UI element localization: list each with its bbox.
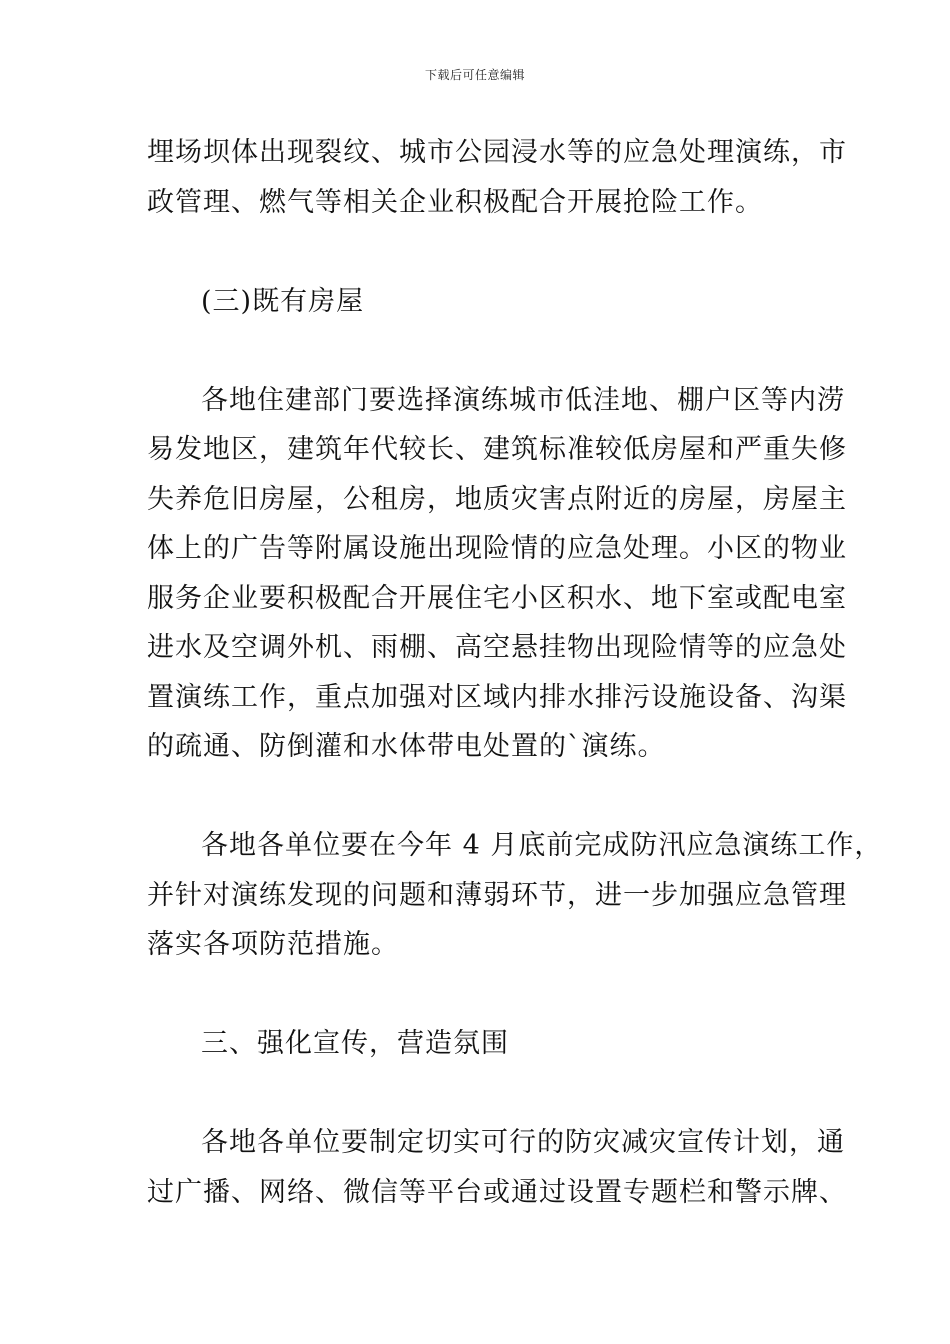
paragraph-line: 的疏通、防倒灌和水体带电处置的`演练。 (147, 731, 666, 762)
paragraph-gap (147, 1069, 807, 1119)
section-heading-publicity: 三、强化宣传，营造氛围 (201, 1028, 509, 1059)
document-body (147, 128, 883, 1217)
paragraph-line: 埋场坝体出现裂纹、城市公园浸水等的应急处理演练，市 (147, 137, 847, 168)
paragraph-gap (147, 772, 807, 822)
paragraph-gap (147, 227, 807, 277)
paragraph-line: 过广播、网络、微信等平台或通过设置专题栏和警示牌、 (147, 1176, 847, 1208)
paragraph-line: 并针对演练发现的问题和薄弱环节，进一步加强应急管理 (147, 879, 847, 911)
paragraph-line: 失养危旧房屋，公租房，地质灾害点附近的房屋，房屋主 (147, 483, 847, 515)
paragraph-publicity (147, 1118, 847, 1217)
paragraph-deadline (147, 821, 883, 970)
paragraph-housing (147, 376, 847, 772)
paragraph-gap (147, 970, 807, 1020)
paragraph-line: 落实各项防范措施。 (147, 929, 399, 960)
paragraph-line: 体上的广告等附属设施出现险情的应急处理。小区的物业 (147, 533, 847, 564)
paragraph-line: 政管理、燃气等相关企业积极配合开展抢险工作。 (147, 186, 763, 218)
paragraph-gap (147, 326, 807, 376)
paragraph-line: 各地各单位要在今年 4 月底前完成防汛应急演练工作， (201, 830, 883, 861)
paragraph-line: 置演练工作，重点加强对区域内排水排污设施设备、沟渠 (147, 681, 847, 713)
section-heading-existing-housing: (三)既有房屋 (201, 285, 365, 317)
paragraph-line: 服务企业要积极配合开展住宅小区积水、地下室或配电室 (147, 582, 847, 614)
paragraph-line: 易发地区，建筑年代较长、建筑标准较低房屋和严重失修 (147, 434, 847, 465)
page-header: 下载后可任意编辑 (424, 68, 525, 82)
paragraph-line: 各地住建部门要选择演练城市低洼地、棚户区等内涝 (201, 384, 845, 416)
paragraph-line: 各地各单位要制定切实可行的防灾减灾宣传计划，通 (201, 1127, 845, 1158)
paragraph-line: 进水及空调外机、雨棚、高空悬挂物出现险情等的应急处 (147, 632, 847, 663)
paragraph-continuation (147, 128, 847, 227)
